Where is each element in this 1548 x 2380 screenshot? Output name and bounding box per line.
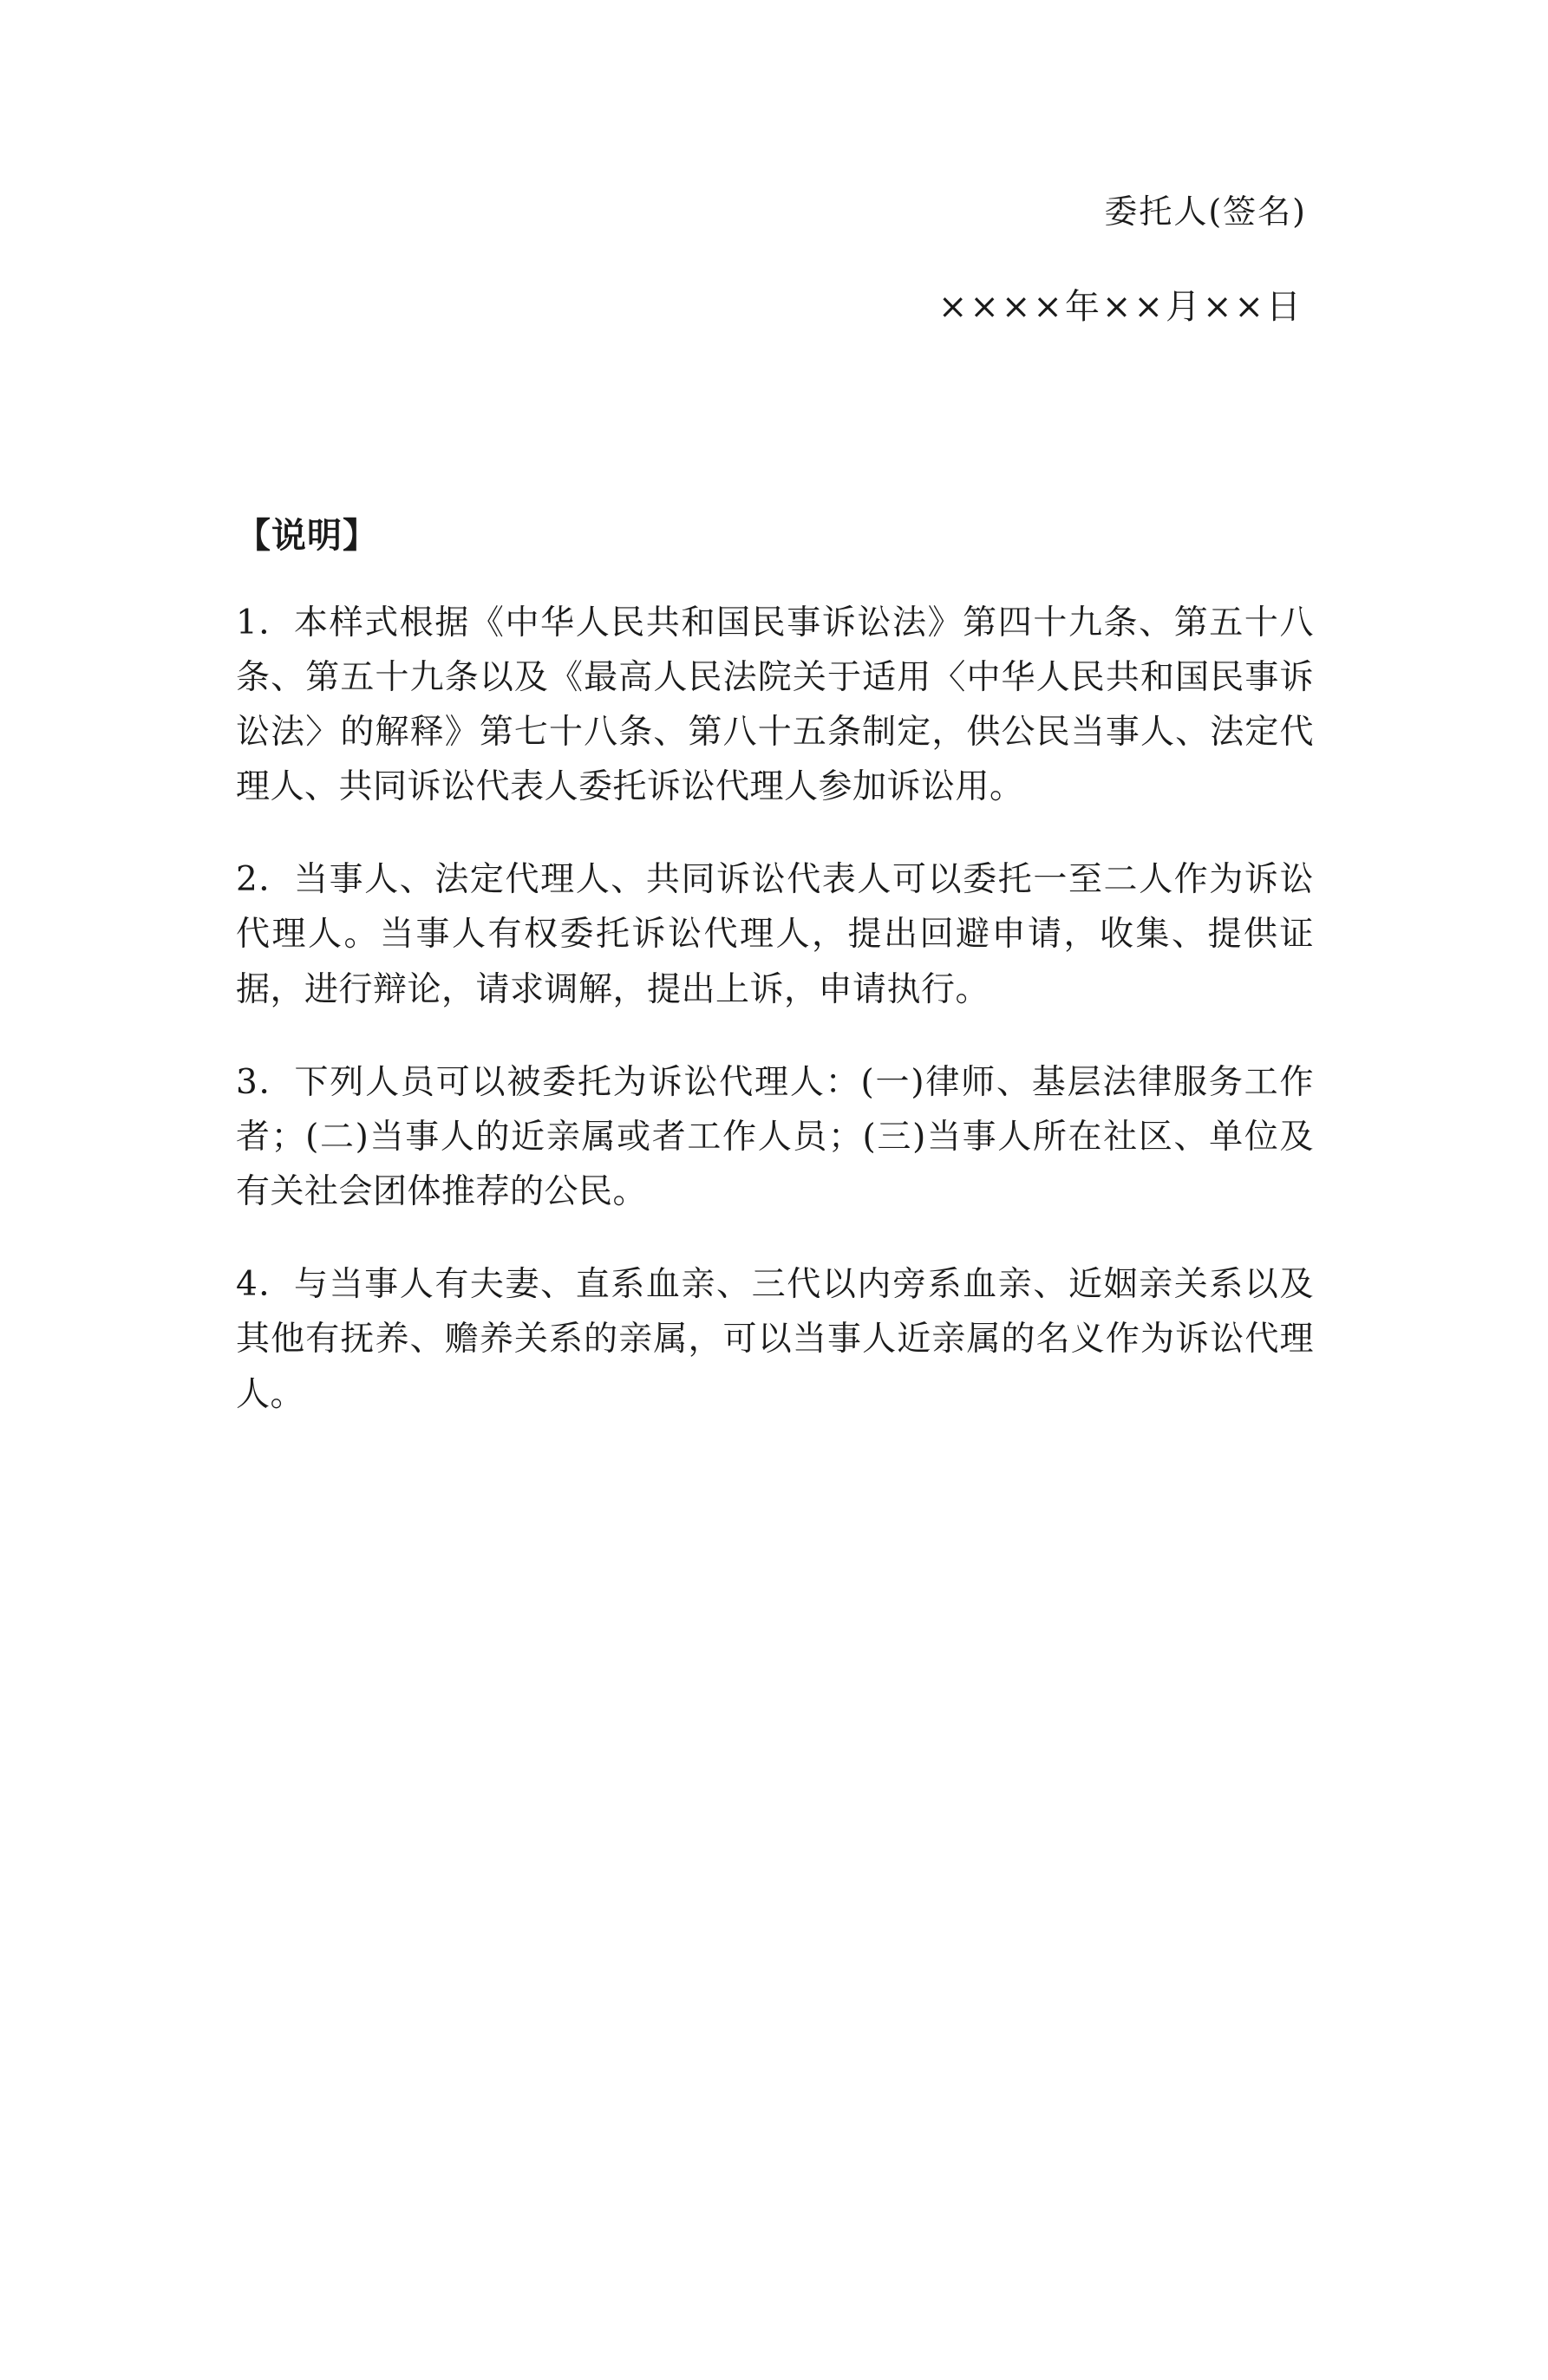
signer-label: 委托人(签名) [1104, 192, 1307, 231]
note-item-4: 4．与当事人有夫妻、直系血亲、三代以内旁系血亲、近姻亲关系以及其他有抚养、赡养关系的亲属，可以当事人近亲属的名义作为诉讼代理人。 [236, 1265, 1314, 1414]
document-page [0, 192, 1548, 2380]
note-item-3: 3．下列人员可以被委托为诉讼代理人：(一)律师、基层法律服务工作者；(二)当事人的近亲属或者工作人员；(三)当事人所在社区、单位及有关社会团体推荐的公民。 [236, 1062, 1314, 1212]
note-item-1: 1．本样式根据《中华人民共和国民事诉讼法》第四十九条、第五十八条、第五十九条以及《最高人民法院关于适用〈中华人民共和国民事诉讼法〉的解释》第七十八条、第八十五条制定，供公民当事人、法定代理人、共同诉讼代表人委托诉讼代理人参加诉讼用。 [236, 603, 1314, 807]
notes-heading: 【说明】 [236, 514, 378, 556]
signature-block [236, 192, 1314, 328]
note-item-2: 2．当事人、法定代理人、共同诉讼代表人可以委托一至二人作为诉讼代理人。当事人有权委托诉讼代理人，提出回避申请，收集、提供证据，进行辩论，请求调解，提出上诉，申请执行。 [236, 860, 1314, 1009]
signature-date: ××××年××月××日 [937, 286, 1303, 327]
